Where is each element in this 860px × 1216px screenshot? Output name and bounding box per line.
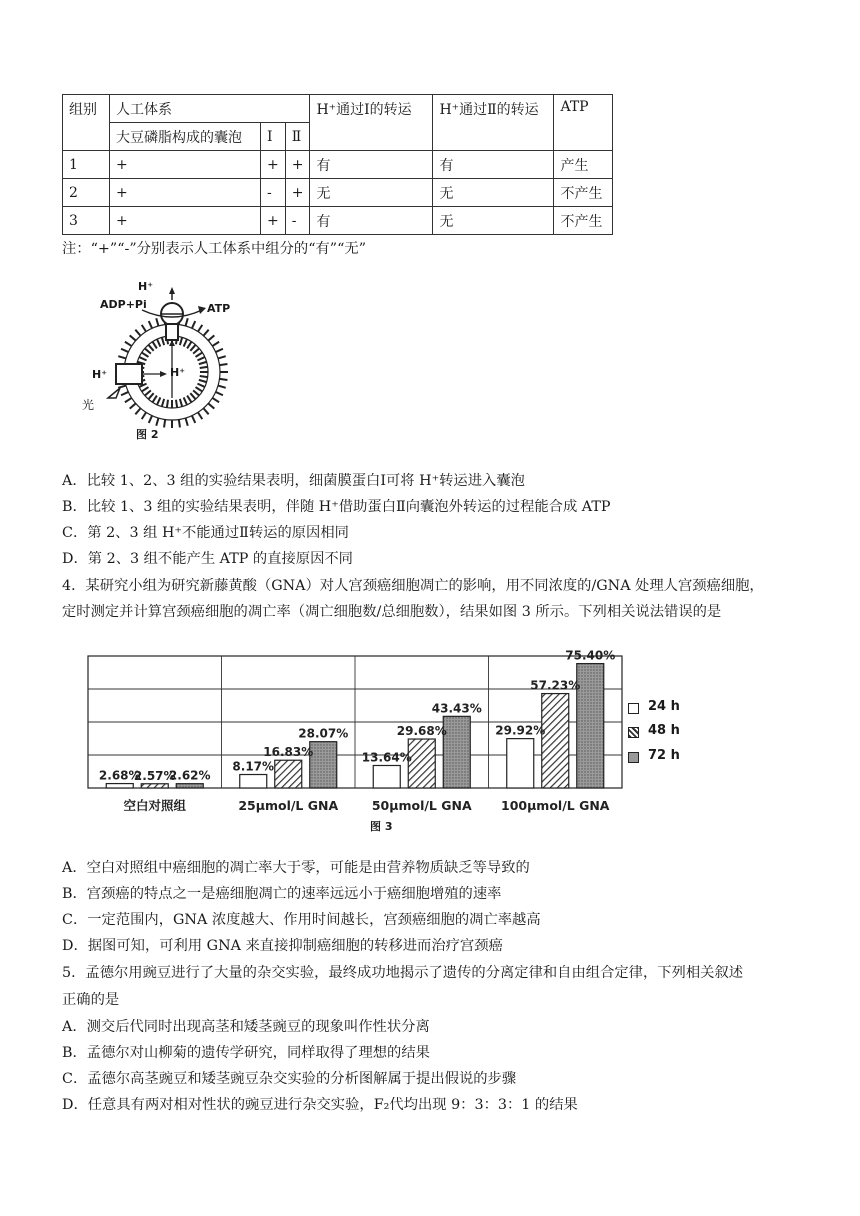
header-protein-2: Ⅱ [285,123,310,151]
membrane-tick [186,318,188,326]
membrane-tick [200,367,208,368]
membrane-tick [149,416,152,423]
bar-72h [176,784,203,788]
table-cell: - [261,179,286,207]
membrane-tick [196,387,203,391]
bar-72h [577,664,604,788]
membrane-tick [162,399,164,407]
q3-option-b: B．比较 1、3 组的实验结果表明，伴随 H⁺借助蛋白Ⅱ向囊泡外转运的过程能合成 ATP [62,499,611,515]
membrane-tick [125,342,132,346]
table-cell: - [285,207,310,235]
table-row [63,151,613,179]
header-protein-1: Ⅰ [261,123,286,151]
membrane-tick [193,390,199,395]
legend-swatch-24h [628,703,639,714]
membrane-tick [198,412,202,419]
figure-2 [80,280,260,450]
membrane-tick [125,398,132,402]
bar-24h [106,784,133,788]
q4-option-c: C．一定范围内，GNA 浓度越大、作用时间越长，宫颈癌细胞的凋亡率越高 [62,912,541,928]
q5-option-c: C．孟德尔高茎豌豆和矮茎豌豆杂交实验的分析图解属于提出假说的步骤 [62,1071,517,1087]
membrane-tick [186,418,188,426]
table-cell: 有 [433,151,554,179]
membrane-tick [142,325,146,332]
membrane-tick [156,418,158,426]
header-group: 组别 [63,95,110,151]
membrane-tick [157,397,160,404]
bar-24h [373,765,400,788]
label-light: 光 [82,398,95,412]
category-label: 25μmol/L GNA [238,798,339,813]
bar-24h [240,775,267,788]
membrane-tick [162,337,164,345]
membrane-tick [176,400,177,408]
data-label: 29.68% [396,724,447,739]
membrane-tick [199,380,207,382]
q5-stem-line-2: 正确的是 [62,992,120,1008]
header-atp: ATP [554,95,613,151]
q4-stem-line-2: 定时测定并计算宫颈癌细胞的凋亡率（凋亡细胞数/总细胞数），结果如图 3 所示。下列相关说法错误的是 [62,604,722,620]
membrane-tick [208,335,214,340]
label-h-inner: H⁺ [170,366,186,379]
bar-24h [507,739,534,788]
membrane-tick [184,397,187,404]
table-cell: 有 [310,151,433,179]
bar-chart [86,636,786,836]
figure-3-caption: 图 3 [370,820,393,833]
data-label: 43.43% [431,701,482,716]
membrane-tick [142,412,146,419]
membrane-tick [203,330,208,336]
table-cell: 不产生 [554,179,613,207]
membrane-tick [156,318,158,326]
membrane-tick [190,345,195,351]
membrane-tick [145,390,151,395]
category-label: 100μmol/L GNA [501,798,610,813]
table-cell: + [261,207,286,235]
membrane-tick [148,393,153,399]
membrane-tick [192,321,195,328]
membrane-tick [121,349,128,352]
experiment-table [62,94,613,235]
table-cell: + [285,151,310,179]
membrane-tick [196,353,203,357]
membrane-tick [148,345,153,351]
membrane-tick [139,357,146,360]
membrane-tick [153,396,157,403]
table-cell: 2 [63,179,110,207]
table-cell: 不产生 [554,207,613,235]
membrane-tick [118,386,126,388]
header-transport-1: H⁺通过Ⅰ的转运 [310,95,433,151]
figure-2-caption: 图 2 [136,428,159,441]
membrane-tick [218,386,226,388]
membrane-tick [212,342,219,346]
table-cell: + [110,207,261,235]
label-atp: ATP [207,302,231,315]
table-cell: 无 [433,179,554,207]
q5-option-a: A．测交后代同时出现高茎和矮茎豌豆的现象叫作性状分离 [62,1019,430,1035]
legend-label-48h: 48 h [648,723,680,738]
category-label: 空白对照组 [123,798,187,813]
legend-label-72h: 72 h [648,748,680,763]
membrane-tick [220,364,228,365]
q3-option-d: D．第 2、3 组不能产生 ATP 的直接原因不同 [62,551,353,567]
membrane-tick [118,356,126,358]
label-h-left: H⁺ [92,368,108,381]
membrane-tick [187,396,191,403]
table-cell: 有 [310,207,433,235]
table-cell: + [110,179,261,207]
membrane-tick [208,403,214,408]
membrane-tick [179,420,180,428]
membrane-tick [200,376,208,377]
data-label: 16.83% [263,745,314,760]
table-cell: 无 [433,207,554,235]
data-label: 2.57% [133,768,176,783]
header-vesicle: 大豆磷脂构成的囊泡 [110,123,261,151]
data-label: 13.64% [361,750,412,765]
table-cell: 产生 [554,151,613,179]
legend-swatch-48h [628,727,639,738]
q4-option-d: D．据图可知，可利用 GNA 来直接抑制癌细胞的转移进而治疗宫颈癌 [62,938,503,954]
bar-48h [542,694,569,788]
membrane-tick [216,349,223,352]
table-cell: 1 [63,151,110,179]
membrane-tick [142,387,149,391]
membrane-tick [184,339,187,346]
table-cell: 3 [63,207,110,235]
legend-label-24h: 24 h [648,699,680,714]
data-label: 8.17% [232,759,275,774]
bar-72h [310,742,337,788]
membrane-tick [220,379,228,380]
table-cell: + [261,151,286,179]
table-row [63,207,613,235]
data-label: 57.23% [530,678,581,693]
membrane-tick [157,339,160,346]
membrane-tick [187,342,191,349]
membrane-tick [197,357,204,360]
membrane-tick [212,398,219,402]
data-label: 2.62% [168,768,211,783]
data-label: 28.07% [298,726,349,741]
data-label: 2.68% [98,768,141,783]
label-h-top: H⁺ [138,280,154,293]
membrane-tick [193,348,199,353]
table-note: 注：“+”“-”分别表示人工体系中组分的“有”“无” [62,241,367,257]
membrane-tick [167,400,168,408]
data-label: 29.92% [495,723,546,738]
membrane-tick [130,335,136,340]
membrane-tick [145,348,151,353]
q5-option-b: B．孟德尔对山柳菊的遗传学研究，同样取得了理想的结果 [62,1045,430,1061]
figure-3-chart [86,636,786,836]
membrane-tick [153,342,157,349]
q4-option-b: B．宫颈癌的特点之一是癌细胞凋亡的速率远远小于癌细胞增殖的速率 [62,886,502,902]
table-cell: + [110,151,261,179]
table-row [63,179,613,207]
table-cell: + [285,179,310,207]
q5-stem-line-1: 5．孟德尔用豌豆进行了大量的杂交实验，最终成功地揭示了遗传的分离定律和自由组合定律，下列相关叙述 [62,965,744,981]
bar-48h [275,760,302,788]
q3-option-a: A．比较 1、2、3 组的实验结果表明，细菌膜蛋白Ⅰ可将 H⁺转运进入囊泡 [62,473,525,489]
membrane-tick [121,392,128,395]
membrane-tick [197,384,204,387]
bar-48h [408,739,435,788]
membrane-tick [142,353,149,357]
membrane-tick [135,330,140,336]
membrane-tick [130,403,136,408]
q5-option-d: D．任意具有两对相对性状的豌豆进行杂交实验，F₂代均出现 9：3：3：1 的结果 [62,1097,578,1113]
header-transport-2: H⁺通过Ⅱ的转运 [433,95,554,151]
label-adp: ADP+Pi [100,298,147,311]
membrane-tick [135,408,140,414]
table-cell: 无 [310,179,433,207]
membrane-tick [180,337,182,345]
membrane-tick [149,321,152,328]
q4-option-a: A．空白对照组中癌细胞的凋亡率大于零，可能是由营养物质缺乏等导致的 [62,860,530,876]
data-label: 75.40% [565,648,616,663]
membrane-tick [164,420,165,428]
membrane-tick [216,392,223,395]
membrane-tick [198,325,202,332]
bar-48h [141,784,168,788]
membrane-tick [203,408,208,414]
membrane-tick [190,393,195,399]
q4-stem-line-1: 4．某研究小组为研究新藤黄酸（GNA）对人宫颈癌细胞凋亡的影响，用不同浓度的/GNA 处理人宫颈癌细胞， [62,578,764,594]
header-artificial-system: 人工体系 [110,95,310,123]
bar-72h [443,716,470,788]
membrane-tick [218,356,226,358]
legend-swatch-72h [628,752,639,763]
membrane-tick [199,362,207,364]
membrane-tick [180,399,182,407]
q3-option-c: C．第 2、3 组 H⁺不能通过Ⅱ转运的原因相同 [62,525,349,541]
category-label: 50μmol/L GNA [371,798,472,813]
membrane-tick [192,416,195,423]
